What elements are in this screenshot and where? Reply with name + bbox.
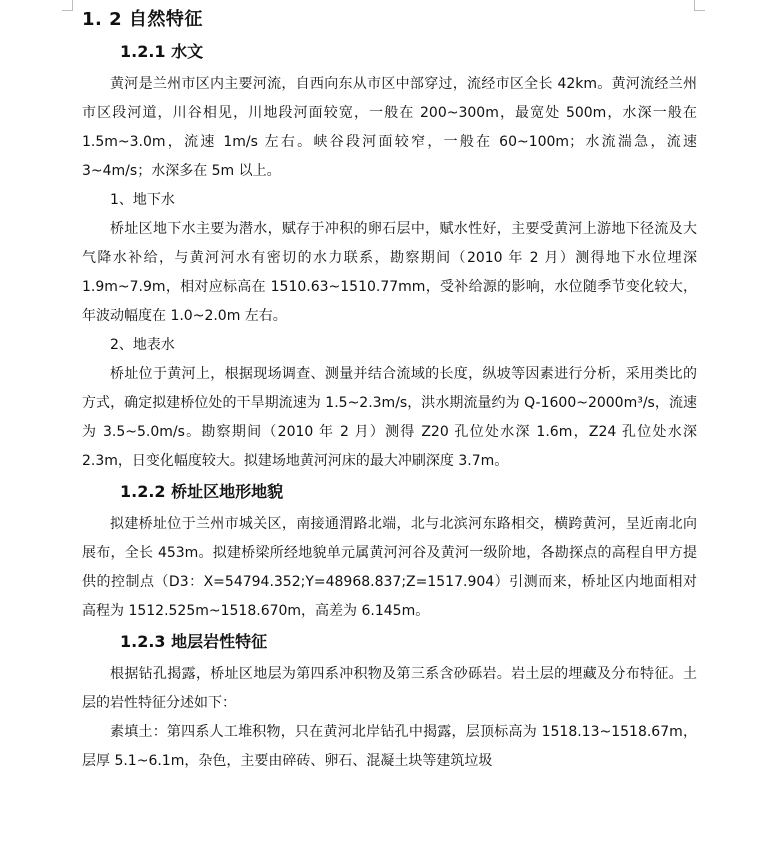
crop-mark-top-left bbox=[62, 0, 73, 11]
subsection-heading-terrain: 1.2.2 桥址区地形地貌 bbox=[120, 482, 284, 501]
subsection-heading-hydrology: 1.2.1 水文 bbox=[120, 42, 204, 61]
subheading-groundwater: 1、地下水 bbox=[110, 192, 175, 208]
paragraph-terrain: 拟建桥址位于兰州市城关区，南接通渭路北端，北与北滨河东路相交，横跨黄河，呈近南北向展布，全长 453m。拟建桥梁所经地貌单元属黄河河谷及黄河一级阶地，各勘探点的高程自甲方提供的控制点（D3：X=54794.352;Y=48968.837;Z=1517.904）引测而来，桥址区内地面相对高程为 1512.525m~1518.670m，高差为 6.145m。 bbox=[82, 516, 697, 619]
paragraph-yellow-river: 黄河是兰州市区内主要河流，自西向东从市区中部穿过，流经市区全长 42km。黄河流经兰州市区段河道，川谷相见，川地段河面较宽，一般在 200~300m，最宽处 500m，水深一般在 1.5m~3.0m，流速 1m/s 左右。峡谷段河面较窄，一般在 60~100m；水流湍急，流速 3~4m/s；水深多在 5m 以上。 bbox=[82, 76, 697, 179]
paragraph-fill-soil: 素填土：第四系人工堆积物，只在黄河北岸钻孔中揭露，层顶标高为 1518.13~1518.67m，层厚 5.1~6.1m，杂色，主要由碎砖、卵石、混凝土块等建筑垃圾 bbox=[82, 724, 697, 769]
section-heading-natural-features: 1. 2 自然特征 bbox=[82, 9, 203, 30]
paragraph-groundwater: 桥址区地下水主要为潜水，赋存于冲积的卵石层中，赋水性好，主要受黄河上游地下径流及大气降水补给，与黄河河水有密切的水力联系，勘察期间（2010 年 2 月）测得地下水位埋深 1.9m~7.9m，相对应标高在 1510.63~1510.77mm，受补给源的影响，水位随季节变化较大，年波动幅度在 1.0~2.0m 左右。 bbox=[82, 221, 697, 324]
paragraph-surface-water: 桥址位于黄河上，根据现场调查、测量并结合流域的长度，纵坡等因素进行分析，采用类比的方式，确定拟建桥位处的干旱期流速为 1.5~2.3m/s，洪水期流量约为 Q-1600~2000m³/s，流速为 3.5~5.0m/s。勘察期间（2010 年 2 月）测得 Z20 孔位处水深 1.6m，Z24 孔位处水深 2.3m，日变化幅度较大。拟建场地黄河河床的最大冲刷深度 3.7m。 bbox=[82, 366, 697, 469]
paragraph-strata-intro: 根据钻孔揭露，桥址区地层为第四系冲积物及第三系含砂砾岩。岩土层的埋藏及分布特征。土层的岩性特征分述如下： bbox=[82, 666, 697, 711]
subsection-heading-strata: 1.2.3 地层岩性特征 bbox=[120, 632, 268, 651]
document-body bbox=[82, 8, 697, 776]
subheading-surface-water: 2、地表水 bbox=[110, 337, 175, 353]
